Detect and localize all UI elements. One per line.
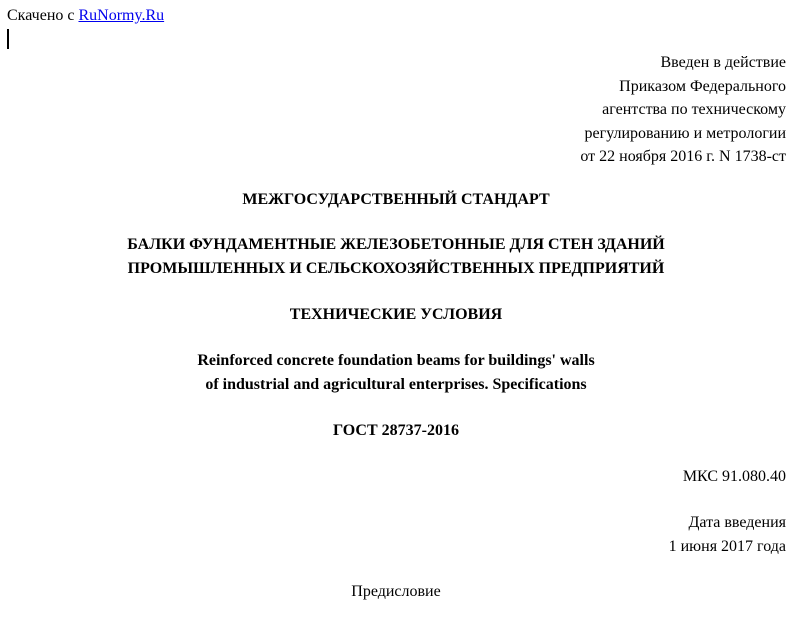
enactment-line: Введен в действие — [660, 54, 786, 71]
document-title-ru — [0, 233, 792, 280]
enactment-line: регулированию и метрологии — [584, 124, 786, 142]
gost-number-heading — [0, 419, 792, 442]
document-subtitle-ru — [0, 303, 792, 326]
intro-date-block — [486, 511, 786, 558]
document-title-en — [0, 349, 792, 396]
source-line — [7, 6, 164, 26]
text-cursor — [7, 29, 9, 49]
title-ru-line: ПРОМЫШЛЕННЫХ И СЕЛЬСКОХОЗЯЙСТВЕННЫХ ПРЕДПРИЯТИЙ — [127, 259, 665, 277]
title-en-line: of industrial and agricultural enterprises. Specifications — [205, 375, 587, 393]
title-en-line: Reinforced concrete foundation beams for buildings' walls — [197, 352, 595, 369]
preface-heading: Предисловие — [351, 583, 441, 600]
intro-date-line: 1 июня 2017 года — [668, 537, 786, 555]
enactment-line: агентства по техническому — [602, 101, 786, 119]
standard-type-heading — [0, 188, 792, 211]
subtitle-ru-text: ТЕХНИЧЕСКИЕ УСЛОВИЯ — [289, 306, 503, 323]
mks-code: МКС 91.080.40 — [682, 468, 786, 485]
enactment-line: от 22 ноября 2016 г. N 1738-ст — [580, 148, 786, 166]
enactment-block — [366, 51, 786, 169]
enactment-line: Приказом Федерального — [619, 77, 786, 95]
runormy-link[interactable]: RuNormy.Ru — [78, 7, 165, 24]
title-ru-line: БАЛКИ ФУНДАМЕНТНЫЕ ЖЕЛЕЗОБЕТОННЫЕ ДЛЯ СТЕН ЗДАНИЙ — [127, 236, 665, 253]
standard-type-text: МЕЖГОСУДАРСТВЕННЫЙ СТАНДАРТ — [242, 191, 550, 208]
source-prefix: Скачено с — [7, 7, 79, 24]
gost-number-text: ГОСТ 28737-2016 — [333, 422, 459, 439]
intro-date-line: Дата введения — [688, 514, 786, 531]
